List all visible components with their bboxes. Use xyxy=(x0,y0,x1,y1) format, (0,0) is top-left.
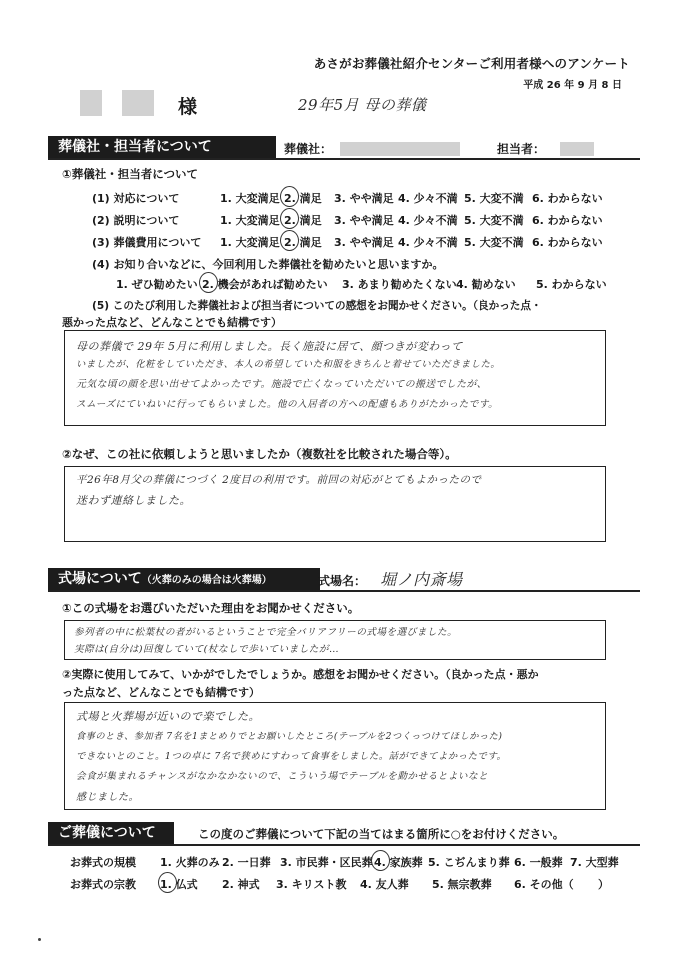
rating-option-3[interactable]: 3. やや満足 xyxy=(334,214,394,227)
recommend-option-4[interactable]: 4. 勧めない xyxy=(456,278,516,291)
answer-line: 会食が集まれるチャンスがなかなかないので、こういう場でテーブルを動かせるとよいなと xyxy=(76,771,489,782)
rating-row-label: (3) 葬儀費用について xyxy=(92,236,202,249)
funeral-scale-label: お葬式の規模 xyxy=(70,856,136,869)
section-funeral-header xyxy=(48,822,174,844)
religion-option-6[interactable]: 6. その他（ xyxy=(514,878,574,891)
recommend-option-1[interactable]: 1. ぜひ勧めたい xyxy=(116,278,198,291)
rating-option-5[interactable]: 5. 大変不満 xyxy=(464,214,524,227)
scale-option-1[interactable]: 1. 火葬のみ xyxy=(160,856,220,869)
survey-date: 平成 26 年 9 月 8 日 xyxy=(523,80,622,91)
recommend-option-2[interactable]: 2. 機会があれば勧めたい xyxy=(202,278,328,291)
rating-option-5[interactable]: 5. 大変不満 xyxy=(464,192,524,205)
section-1-rule xyxy=(48,158,640,160)
staff-label: 担当者： xyxy=(497,142,546,156)
scale-option-7[interactable]: 7. 大型葬 xyxy=(570,856,619,869)
religion-option-4[interactable]: 4. 友人葬 xyxy=(360,878,409,891)
rating-option-6[interactable]: 6. わからない xyxy=(532,214,603,227)
answer-line: 参列者の中に松葉杖の者がいるということで完全バリアフリーの式場を選びました。 xyxy=(74,627,458,638)
selected-circle-scale xyxy=(371,850,390,871)
venue-question-2-line-1: ②実際に使用してみて、いかがでしたでしょうか。感想をお聞かせください。（良かった点・悪か xyxy=(62,668,539,681)
section-venue-header xyxy=(48,568,320,590)
answer-line: 迷わず連絡しました。 xyxy=(76,494,191,507)
answer-line: できないとのこと。1つの卓に 7名で狭めにすわって食事をしました。話ができてよかったです。 xyxy=(76,751,507,762)
scale-option-4[interactable]: 4. 家族葬 xyxy=(374,856,423,869)
section-venue-title: 式場について xyxy=(58,571,142,587)
question-4: (4) お知り合いなどに、今回利用した葬儀社を勧めたいと思いますか。 xyxy=(92,258,444,271)
redacted-company xyxy=(340,142,460,156)
rating-option-3[interactable]: 3. やや満足 xyxy=(334,192,394,205)
redacted-staff xyxy=(560,142,594,156)
religion-option-2[interactable]: 2. 神式 xyxy=(222,878,260,891)
recommend-option-5[interactable]: 5. わからない xyxy=(536,278,607,291)
answer-line: 式場と火葬場が近いので楽でした。 xyxy=(76,710,260,723)
rating-row-1 xyxy=(92,190,632,206)
venue-label: 式場名： xyxy=(318,574,367,588)
selected-circle-row-2 xyxy=(280,208,299,229)
redacted-name-2 xyxy=(122,90,154,116)
funeral-scale-row xyxy=(70,854,650,870)
religion-other-close: ） xyxy=(598,878,609,891)
selected-circle-row-1 xyxy=(280,186,299,207)
scan-speck xyxy=(38,938,41,941)
rating-option-2[interactable]: 2. 満足 xyxy=(284,236,322,249)
recommend-option-3[interactable]: 3. あまり勧めたくない xyxy=(342,278,457,291)
section-funeral-company-title: 葬儀社・担当者について xyxy=(58,139,212,155)
section-funeral-title: ご葬儀について xyxy=(58,825,156,841)
answer-line: 元気な頃の顔を思い出せてよかったです。施設で亡くなっていただいての搬送でしたが、 xyxy=(76,379,488,390)
section-funeral-company-header xyxy=(48,136,276,158)
recommend-options xyxy=(116,276,636,292)
funeral-religion-label: お葬式の宗教 xyxy=(70,878,136,891)
rating-option-6[interactable]: 6. わからない xyxy=(532,192,603,205)
question-5-line-1: (5) このたび利用した葬儀社および担当者についての感想をお聞かせください。（良かった点・ xyxy=(92,300,542,312)
answer-line: 母の葬儀で 29年 5月に利用しました。長く施設に居て、顔つきが変わって xyxy=(76,340,463,353)
survey-title: あさがお葬儀社紹介センターご利用者様へのアンケート xyxy=(313,56,630,71)
answer-line: 平26年8月父の葬儀につづく 2度目の利用です。前回の対応がとてもよかったので xyxy=(76,474,482,486)
rating-option-1[interactable]: 1. 大変満足 xyxy=(220,236,280,249)
venue-question-2-line-2: った点など、どんなことでも結構です） xyxy=(62,686,260,699)
question-5-line-2: 悪かった点など、どんなことでも結構です） xyxy=(62,316,282,329)
answer-line: 実際は(自分は)回復していて(杖なしで歩いていましたが… xyxy=(74,644,340,655)
handwritten-event-note: 29年5月 母の葬儀 xyxy=(298,96,427,114)
rating-option-2[interactable]: 2. 満足 xyxy=(284,214,322,227)
customer-suffix: 様 xyxy=(178,96,198,118)
question-2-heading: ②なぜ、この社に依頼しようと思いましたか（複数社を比較された場合等）。 xyxy=(62,447,457,461)
question-1-heading: ①葬儀社・担当者について xyxy=(62,167,199,181)
rating-option-4[interactable]: 4. 少々不満 xyxy=(398,192,458,205)
section-2-rule xyxy=(48,590,640,592)
religion-option-5[interactable]: 5. 無宗教葬 xyxy=(432,878,492,891)
rating-option-2[interactable]: 2. 満足 xyxy=(284,192,322,205)
scale-option-5[interactable]: 5. こぢんまり葬 xyxy=(428,856,510,869)
scale-option-2[interactable]: 2. 一日葬 xyxy=(222,856,271,869)
religion-option-1[interactable]: 1. 仏式 xyxy=(160,878,198,891)
answer-line: 食事のとき、参加者 7名を1まとめりでとお願いしたところ(テーブルを2つくっつけてほしかった) xyxy=(76,731,503,742)
section-3-rule xyxy=(48,844,640,846)
scale-option-3[interactable]: 3. 市民葬・区民葬 xyxy=(280,856,373,869)
selected-circle-religion xyxy=(158,872,177,893)
rating-row-3 xyxy=(92,234,632,250)
rating-row-label: (1) 対応について xyxy=(92,192,180,205)
scale-option-6[interactable]: 6. 一般葬 xyxy=(514,856,563,869)
rating-row-label: (2) 説明について xyxy=(92,214,180,227)
rating-option-1[interactable]: 1. 大変満足 xyxy=(220,192,280,205)
religion-option-3[interactable]: 3. キリスト教 xyxy=(276,878,347,891)
rating-row-2 xyxy=(92,212,632,228)
answer-line: 感じました。 xyxy=(76,792,139,803)
section-funeral-instruction: この度のご葬儀について下記の当てはまる箇所に○をお付けください。 xyxy=(198,827,565,841)
selected-circle-row-3 xyxy=(280,230,299,251)
funeral-religion-row xyxy=(70,876,630,892)
rating-option-3[interactable]: 3. やや満足 xyxy=(334,236,394,249)
rating-option-1[interactable]: 1. 大変満足 xyxy=(220,214,280,227)
redacted-name-1 xyxy=(80,90,102,116)
rating-option-4[interactable]: 4. 少々不満 xyxy=(398,214,458,227)
rating-option-4[interactable]: 4. 少々不満 xyxy=(398,236,458,249)
rating-option-6[interactable]: 6. わからない xyxy=(532,236,603,249)
selected-circle-recommend xyxy=(199,272,218,293)
answer-line: スムーズにていねいに行ってもらいました。他の入居者の方への配慮もありがたかったです。 xyxy=(76,399,499,410)
answer-line: いましたが、化粧をしていただき、本人の希望していた和服をきちんと着せていただきました。 xyxy=(76,359,501,370)
venue-question-1: ①この式場をお選びいただいた理由をお聞かせください。 xyxy=(62,601,360,615)
rating-option-5[interactable]: 5. 大変不満 xyxy=(464,236,524,249)
section-venue-note: （火葬のみの場合は火葬場） xyxy=(141,575,272,586)
venue-name: 堀ノ内斎場 xyxy=(380,570,463,589)
company-label: 葬儀社： xyxy=(284,142,333,156)
